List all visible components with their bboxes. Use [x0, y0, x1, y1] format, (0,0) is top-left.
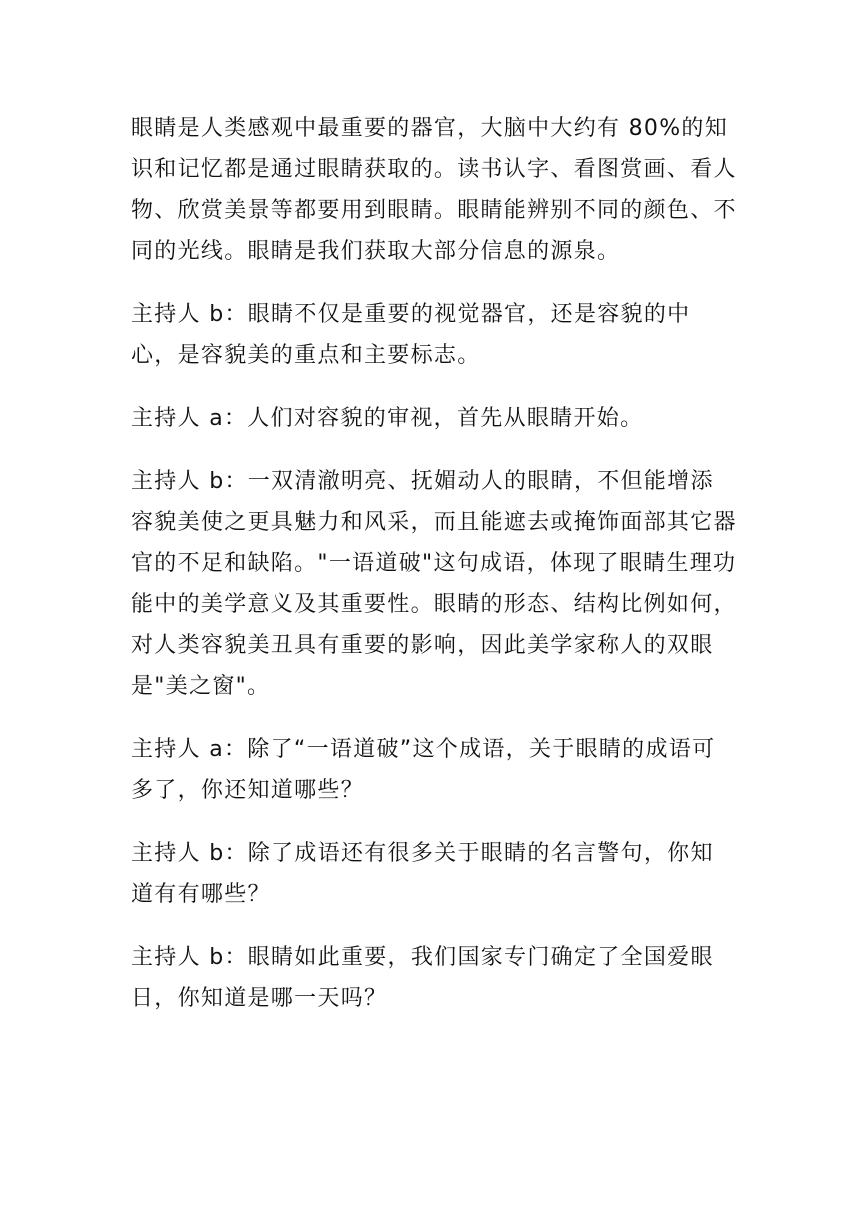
paragraph-intro: 眼睛是人类感观中最重要的器官，大脑中大约有 80%的知识和记忆都是通过眼睛获取的。读书认字、看图赏画、看人物、欣赏美景等都要用到眼睛。眼睛能辨别不同的颜色、不同的光线。眼睛是我们获取大部分信息的源泉。 [131, 116, 737, 264]
document-page [131, 108, 737, 1041]
paragraph-host-b-2: 主持人 b：一双清澈明亮、抚媚动人的眼睛，不但能增添容貌美使之更具魅力和风采，而且能遮去或掩饰面部其它器官的不足和缺陷。"一语道破"这句成语，体现了眼睛生理功能中的美学意义及其重要性。眼睛的形态、结构比例如何，对人类容貌美丑具有重要的影响，因此美学家称人的双眼是"美之窗"。 [131, 469, 737, 699]
paragraph-host-a-2: 主持人 a：除了“一语道破”这个成语，关于眼睛的成语可多了，你还知道哪些？ [131, 737, 716, 803]
paragraph-host-b-3: 主持人 b：除了成语还有很多关于眼睛的名言警句，你知道有有哪些？ [131, 841, 714, 907]
paragraph-host-a-1: 主持人 a：人们对容貌的审视，首先从眼睛开始。 [131, 406, 644, 431]
paragraph-host-b-1: 主持人 b：眼睛不仅是重要的视觉器官，还是容貌的中心，是容貌美的重点和主要标志。 [131, 302, 691, 368]
paragraph-host-b-4: 主持人 b：眼睛如此重要，我们国家专门确定了全国爱眼日，你知道是哪一天吗？ [131, 945, 714, 1011]
